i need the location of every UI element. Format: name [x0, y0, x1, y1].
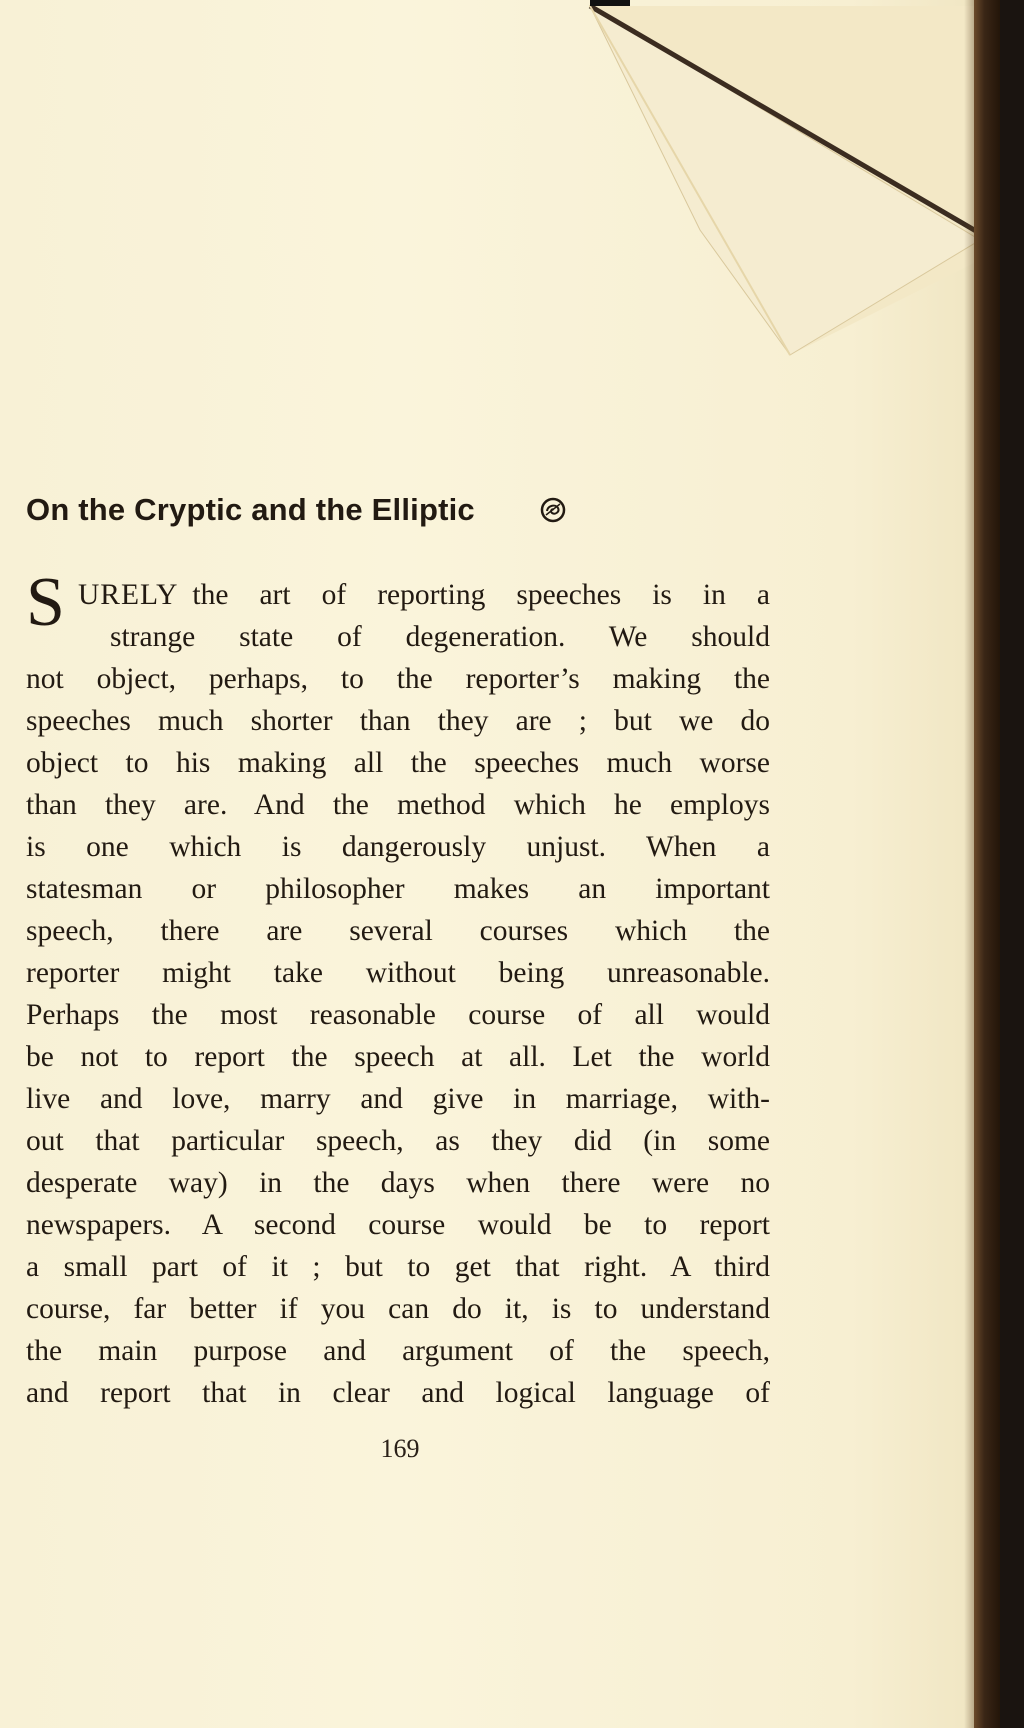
text-line: course, far better if you can do it, is to understand: [26, 1293, 770, 1325]
text-line: statesman or philosopher makes an important: [26, 873, 770, 905]
first-line-text: [78, 574, 770, 616]
text-line: reporter might take without being unreasonable.: [26, 957, 770, 989]
text-line: be not to report the speech at all. Let the world: [26, 1041, 770, 1073]
text-line: newspapers. A second course would be to report: [26, 1209, 770, 1241]
swirl-ornament-icon: [539, 496, 567, 524]
text-line: object to his making all the speeches much worse: [26, 747, 770, 779]
text-line: speech, there are several courses which the: [26, 915, 770, 947]
text-line: than they are. And the method which he employs: [26, 789, 770, 821]
text-line: is one which is dangerously unjust. When a: [26, 831, 770, 863]
drop-cap: S: [26, 564, 65, 641]
page-number: 169: [380, 1434, 420, 1463]
text-line: strange state of degeneration. We should: [110, 621, 770, 653]
text-line: desperate way) in the days when there were no: [26, 1167, 770, 1199]
lead-word: URELY: [78, 579, 179, 611]
text-line: out that particular speech, as they did (in some: [26, 1125, 770, 1157]
chapter-title: On the Cryptic and the Elliptic: [26, 492, 475, 527]
folded-corner: [0, 0, 1000, 400]
page-content: [26, 488, 770, 1414]
text-line: the main purpose and argument of the speech,: [26, 1335, 770, 1367]
first-line-rest: the art of reporting speeches is in a: [192, 579, 770, 611]
text-line: and report that in clear and logical language of: [26, 1377, 770, 1409]
body-paragraph: [26, 564, 770, 1414]
text-line: Perhaps the most reasonable course of all would: [26, 999, 770, 1031]
text-line: not object, perhaps, to the reporter’s making the: [26, 663, 770, 695]
text-line: a small part of it ; but to get that right. A third: [26, 1251, 770, 1283]
text-line: speeches much shorter than they are ; but we do: [26, 705, 770, 737]
chapter-heading: [26, 488, 770, 532]
text-line: live and love, marry and give in marriage, with-: [26, 1083, 770, 1115]
book-binding-edge: [974, 0, 1000, 1728]
